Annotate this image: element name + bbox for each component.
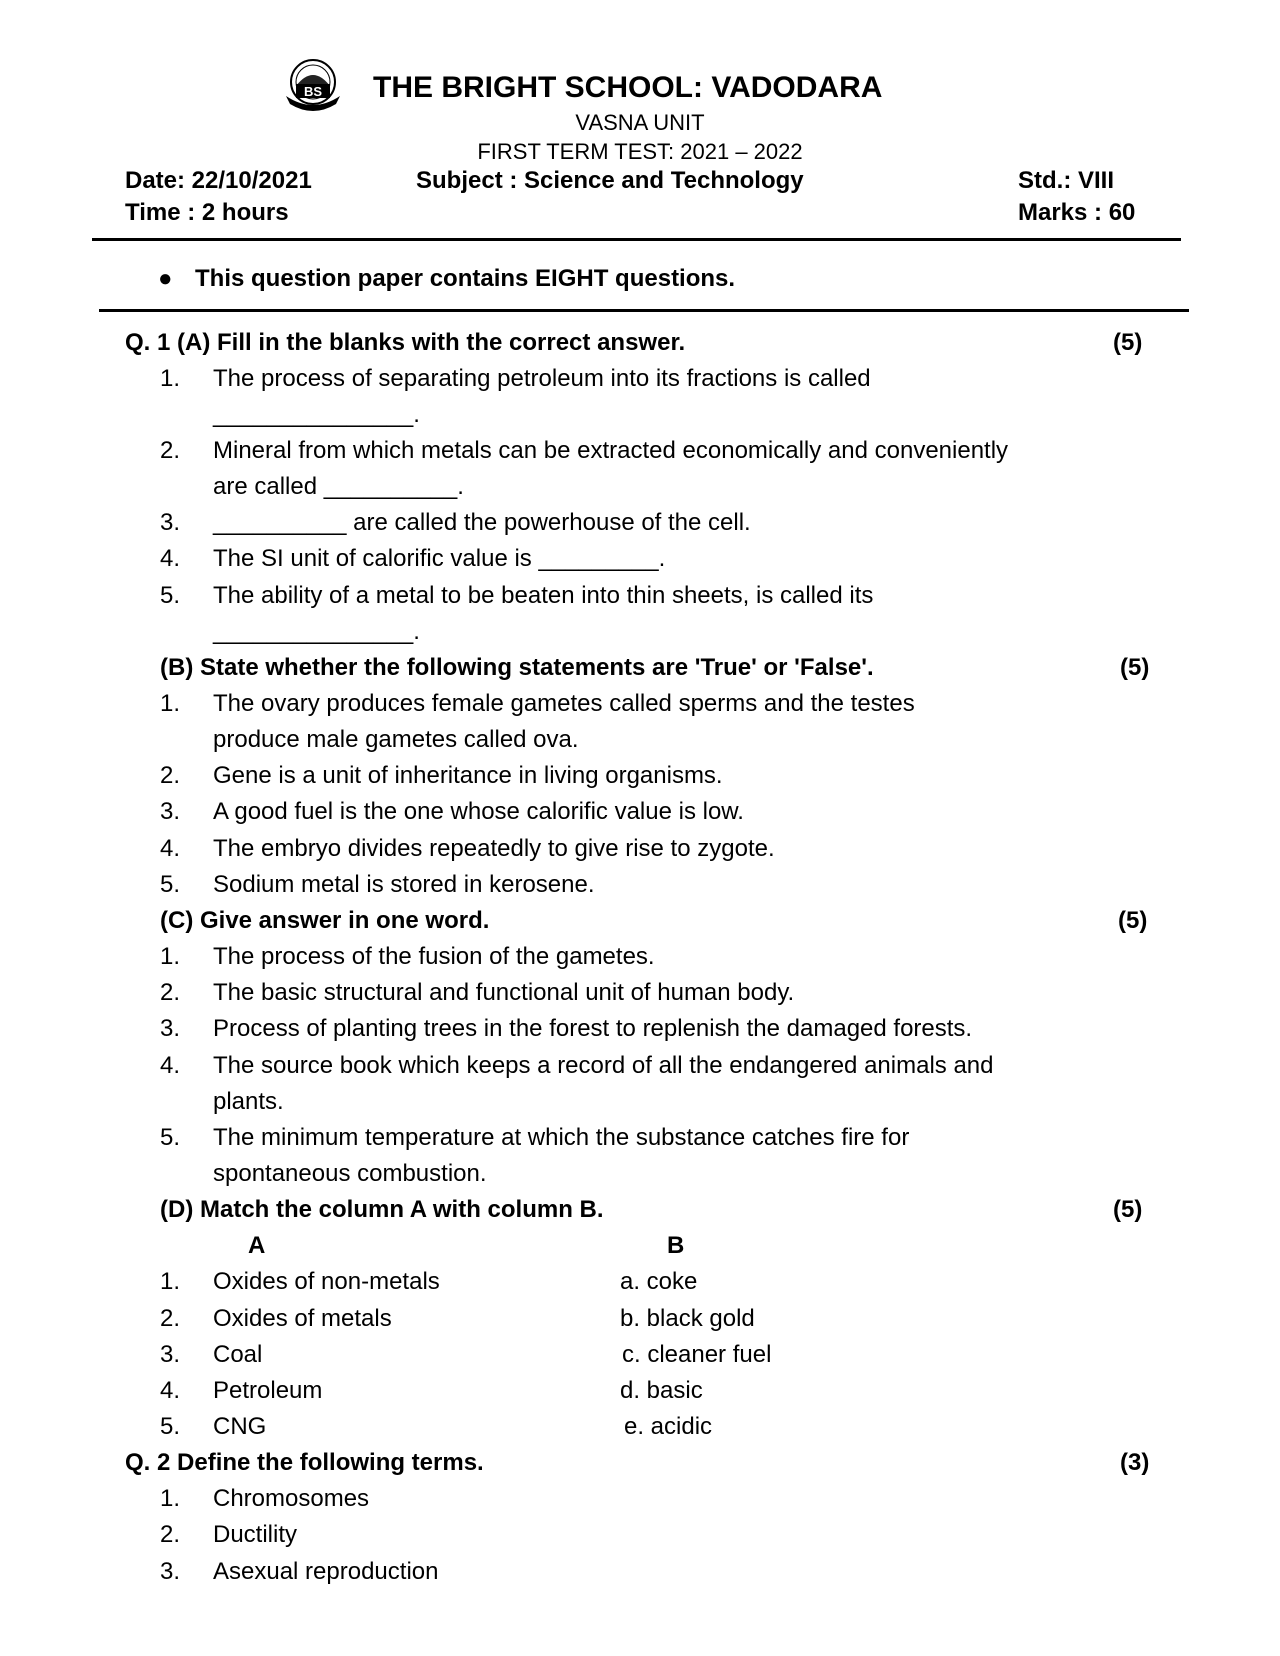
instruction-divider: [99, 309, 1189, 312]
q1a-item-blank: _______________.: [213, 618, 420, 645]
q1b-item-text: The ovary produces female gametes called sperms and the testes: [213, 690, 915, 717]
exam-time: Time : 2 hours: [125, 199, 289, 226]
q1a-item-text: Mineral from which metals can be extracted economically and conveniently: [213, 437, 1009, 464]
logo-emblem-icon: [280, 56, 346, 118]
q1a-item-number: 3.: [160, 509, 181, 536]
q2-title: Q. 2 Define the following terms.: [125, 1449, 484, 1476]
q1d-title: (D) Match the column A with column B.: [160, 1196, 604, 1223]
q1a-item-text: __________ are called the powerhouse of the cell.: [213, 509, 751, 536]
q1b-item-text: The embryo divides repeatedly to give rise to zygote.: [213, 835, 775, 862]
match-row-number: 1.: [160, 1268, 181, 1295]
q1c-item-text: The process of the fusion of the gametes.: [213, 943, 655, 970]
q1c-item-number: 3.: [160, 1015, 181, 1042]
q2-item-number: 2.: [160, 1521, 181, 1548]
bullet-icon: ●: [158, 265, 173, 292]
match-row-number: 4.: [160, 1377, 181, 1404]
q2-marks: (3): [1120, 1449, 1150, 1476]
q1a-item-number: 1.: [160, 365, 181, 392]
q1a-item-text: are called __________.: [213, 473, 464, 500]
q2-item-text: Ductility: [213, 1521, 298, 1548]
unit-name: VASNA UNIT: [575, 110, 705, 135]
q2-item-text: Asexual reproduction: [213, 1558, 439, 1585]
q1a-item-text: The process of separating petroleum into its fractions is called: [213, 365, 871, 392]
match-column-b-item: e. acidic: [624, 1413, 713, 1440]
q1c-title: (C) Give answer in one word.: [160, 907, 490, 934]
q1b-item-text: Gene is a unit of inheritance in living organisms.: [213, 762, 723, 789]
q1c-item-text: spontaneous combustion.: [213, 1160, 487, 1187]
exam-title: FIRST TERM TEST: 2021 – 2022: [477, 139, 803, 164]
q1a-item-text: The ability of a metal to be beaten into thin sheets, is called its: [213, 582, 874, 609]
exam-std: Std.: VIII: [1018, 167, 1114, 194]
q2-item-number: 3.: [160, 1558, 181, 1585]
q1a-marks: (5): [1113, 329, 1143, 356]
q1a-item-number: 4.: [160, 545, 181, 572]
q1c-item-text: The minimum temperature at which the substance catches fire for: [213, 1124, 910, 1151]
q1b-marks: (5): [1120, 654, 1150, 681]
q2-item-text: Chromosomes: [213, 1485, 370, 1512]
header-divider: [92, 238, 1181, 241]
q2-item-number: 1.: [160, 1485, 181, 1512]
match-column-a-item: Oxides of non-metals: [213, 1268, 440, 1295]
q1b-item-number: 2.: [160, 762, 181, 789]
match-column-a-item: CNG: [213, 1413, 267, 1440]
q1c-item-text: Process of planting trees in the forest to replenish the damaged forests.: [213, 1015, 973, 1042]
column-b-heading: B: [667, 1232, 685, 1259]
q1b-item-text: produce male gametes called ova.: [213, 726, 579, 753]
q1b-item-text: A good fuel is the one whose calorific value is low.: [213, 798, 744, 825]
q1a-item-number: 2.: [160, 437, 181, 464]
q1a-title: Q. 1 (A) Fill in the blanks with the correct answer.: [125, 329, 686, 356]
q1c-item-text: plants.: [213, 1088, 284, 1115]
q1b-item-number: 1.: [160, 690, 181, 717]
match-column-a-item: Petroleum: [213, 1377, 323, 1404]
exam-date: Date: 22/10/2021: [125, 167, 312, 194]
match-row-number: 5.: [160, 1413, 181, 1440]
match-column-b-item: d. basic: [620, 1377, 703, 1404]
q1b-item-number: 3.: [160, 798, 181, 825]
column-a-heading: A: [248, 1232, 266, 1259]
q1c-marks: (5): [1118, 907, 1148, 934]
match-column-a-item: Oxides of metals: [213, 1305, 392, 1332]
match-column-b-item: c. cleaner fuel: [622, 1341, 772, 1368]
q1a-item-text: The SI unit of calorific value is _________.: [213, 545, 666, 572]
svg-text:BS: BS: [303, 84, 323, 99]
match-column-b-item: a. coke: [620, 1268, 698, 1295]
q1b-title: (B) State whether the following statements are 'True' or 'False'.: [160, 654, 874, 681]
school-logo: [280, 56, 346, 118]
q1a-item-blank: _______________.: [213, 401, 420, 428]
exam-marks: Marks : 60: [1018, 199, 1136, 226]
match-column-b-item: b. black gold: [620, 1305, 755, 1332]
instruction-text: This question paper contains EIGHT questions.: [195, 265, 736, 292]
match-row-number: 2.: [160, 1305, 181, 1332]
q1b-item-text: Sodium metal is stored in kerosene.: [213, 871, 595, 898]
q1a-item-number: 5.: [160, 582, 181, 609]
q1d-marks: (5): [1113, 1196, 1143, 1223]
q1c-item-number: 4.: [160, 1052, 181, 1079]
q1b-item-number: 5.: [160, 871, 181, 898]
school-name: THE BRIGHT SCHOOL: VADODARA: [373, 71, 883, 104]
match-column-a-item: Coal: [213, 1341, 263, 1368]
match-row-number: 3.: [160, 1341, 181, 1368]
q1c-item-number: 1.: [160, 943, 181, 970]
q1b-item-number: 4.: [160, 835, 181, 862]
q1c-item-number: 5.: [160, 1124, 181, 1151]
q1c-item-text: The source book which keeps a record of all the endangered animals and: [213, 1052, 994, 1079]
exam-subject: Subject : Science and Technology: [416, 167, 804, 194]
q1c-item-number: 2.: [160, 979, 181, 1006]
q1c-item-text: The basic structural and functional unit of human body.: [213, 979, 795, 1006]
